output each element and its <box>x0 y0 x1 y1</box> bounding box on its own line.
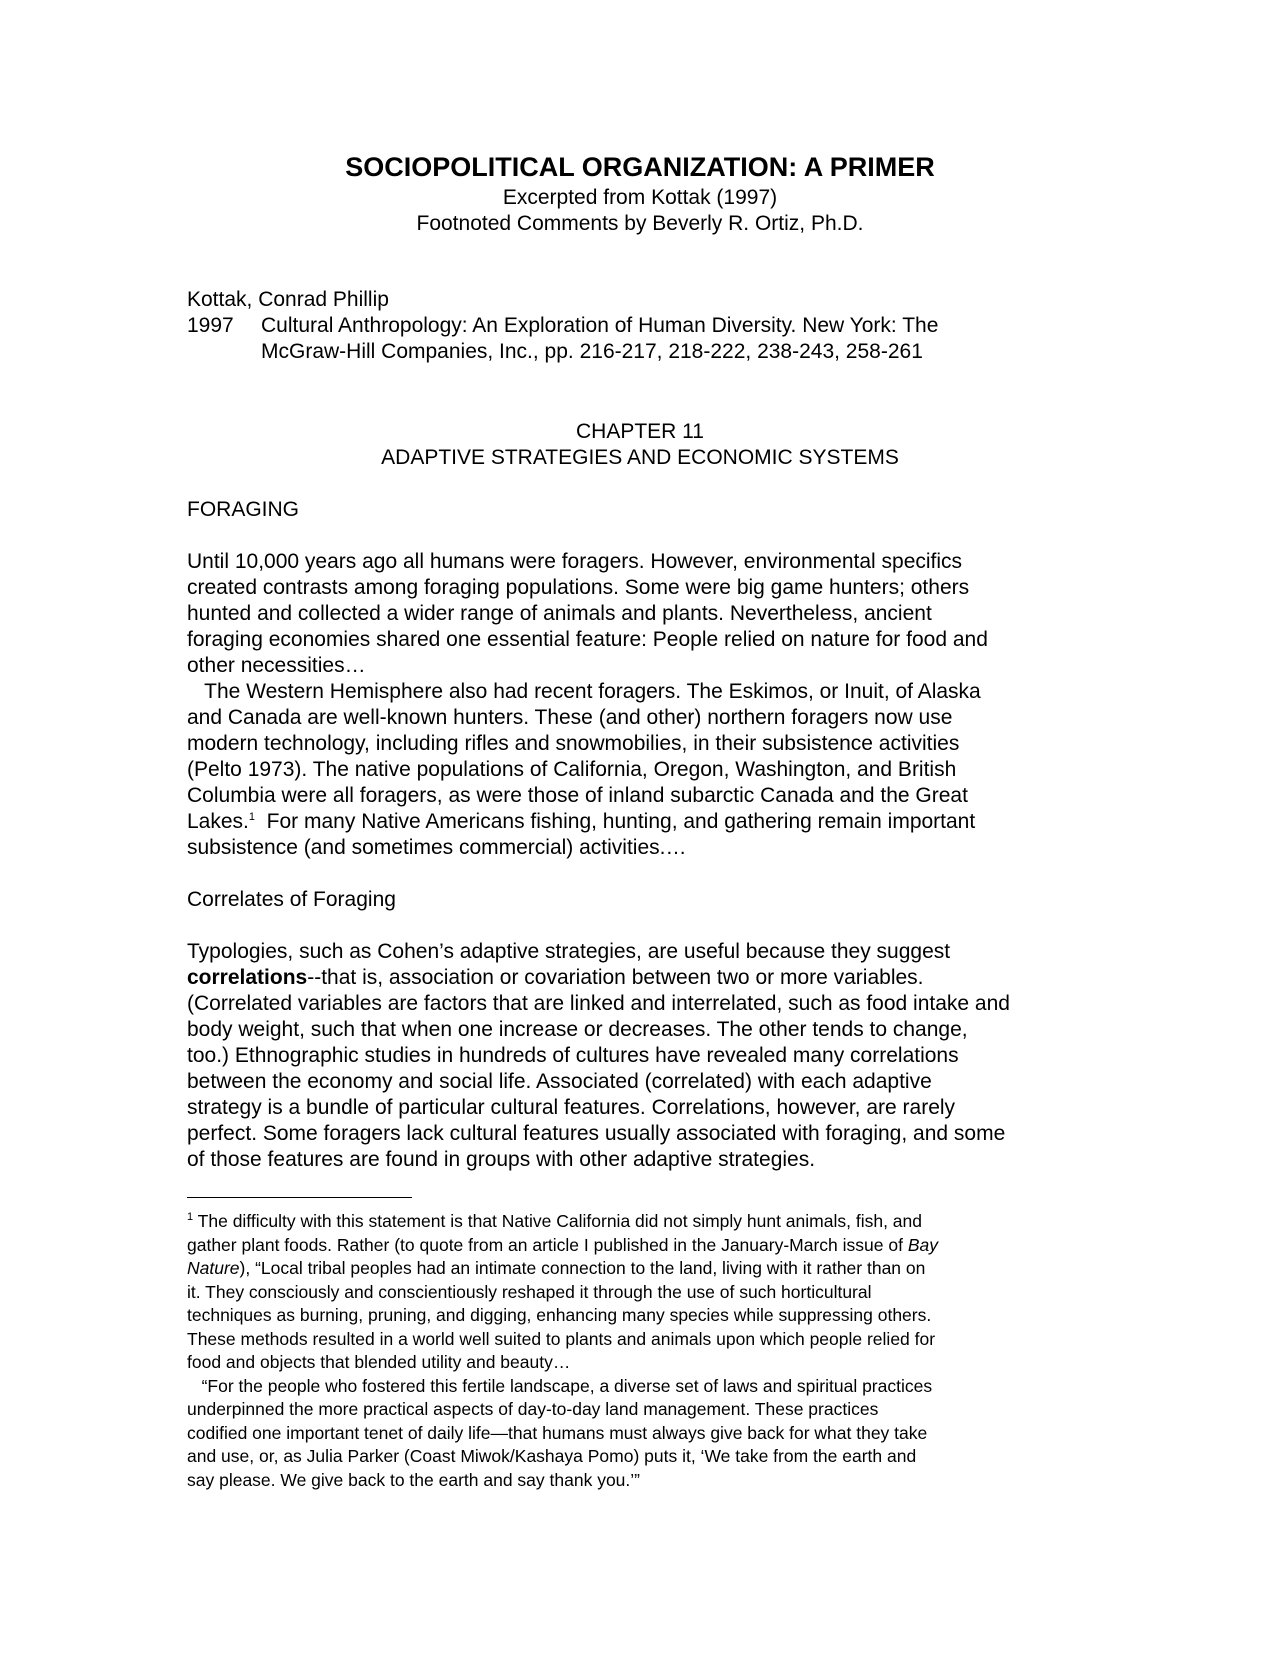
italic-title: Bay <box>907 1234 938 1255</box>
text-fragment: The difficulty with this statement is that Native California did not simply hunt animals, fish, and <box>193 1211 922 1231</box>
text-line: subsistence (and sometimes commercial) activities.… <box>187 836 687 859</box>
text-line <box>187 965 924 991</box>
text-line: and use, or, as Julia Parker (Coast Miwok/Kashaya Pomo) puts it, ‘We take from the earth and <box>187 1446 917 1466</box>
text-line <box>187 1234 938 1258</box>
document-subtitle: Excerpted from Kottak (1997) <box>502 186 778 209</box>
text-line: codified one important tenet of daily life—that humans must always give back for what they take <box>187 1422 928 1443</box>
citation-line: Cultural Anthropology: An Exploration of Human Diversity. New York: The <box>261 314 939 337</box>
text-line: say please. We give back to the earth and say thank you.’” <box>187 1469 640 1490</box>
document-byline: Footnoted Comments by Beverly R. Ortiz, Ph.D. <box>416 212 864 235</box>
chapter-number: CHAPTER 11 <box>576 420 704 443</box>
text-line: perfect. Some foragers lack cultural features usually associated with foraging, and some <box>187 1122 1006 1145</box>
bold-term: correlations <box>187 966 308 989</box>
text-line: Typologies, such as Cohen’s adaptive strategies, are useful because they suggest <box>187 940 951 963</box>
text-line: hunted and collected a wider range of animals and plants. Nevertheless, ancient <box>187 602 932 625</box>
document-title: SOCIOPOLITICAL ORGANIZATION: A PRIMER <box>345 152 935 182</box>
text-line: (Correlated variables are factors that are linked and interrelated, such as food intake and <box>187 992 1010 1015</box>
text-line: other necessities… <box>187 654 366 677</box>
text-line: between the economy and social life. Associated (correlated) with each adaptive <box>187 1070 932 1093</box>
footnote-reference: 1 <box>248 811 255 823</box>
text-line: foraging economies shared one essential feature: People relied on nature for food and <box>187 628 988 651</box>
text-fragment: --that is, association or covariation between two or more variables. <box>307 966 924 989</box>
text-line: modern technology, including rifles and snowmobilies, in their subsistence activities <box>187 732 960 755</box>
text-line: underpinned the more practical aspects of day-to-day land management. These practices <box>187 1399 879 1419</box>
text-fragment: For many Native Americans fishing, hunting, and gathering remain important <box>255 810 976 833</box>
text-line: Until 10,000 years ago all humans were foragers. However, environmental specifics <box>187 550 963 573</box>
text-line: and Canada are well-known hunters. These (and other) northern foragers now use <box>187 706 953 729</box>
text-line: These methods resulted in a world well suited to plants and animals upon which people relied for <box>187 1328 936 1349</box>
section-heading-foraging: FORAGING <box>187 498 300 521</box>
text-line: The Western Hemisphere also had recent foragers. The Eskimos, or Inuit, of Alaska <box>187 680 981 703</box>
text-fragment: ), “Local tribal peoples had an intimate connection to the land, living with it rather than on <box>239 1258 926 1278</box>
citation-year: 1997 <box>187 314 234 337</box>
footnote-mark: 1 <box>187 1211 194 1224</box>
text-line: (Pelto 1973). The native populations of California, Oregon, Washington, and British <box>187 758 957 781</box>
text-line: too.) Ethnographic studies in hundreds of cultures have revealed many correlations <box>187 1044 959 1067</box>
text-line: strategy is a bundle of particular cultural features. Correlations, however, are rarely <box>187 1096 956 1119</box>
text-line: food and objects that blended utility and beauty… <box>187 1352 571 1372</box>
chapter-title: ADAPTIVE STRATEGIES AND ECONOMIC SYSTEMS <box>381 446 899 469</box>
text-fragment: gather plant foods. Rather (to quote from an article I published in the January-March issue of <box>187 1234 908 1255</box>
text-line: Columbia were all foragers, as were those of inland subarctic Canada and the Great <box>187 784 968 807</box>
section-heading-correlates: Correlates of Foraging <box>187 888 396 911</box>
text-line: “For the people who fostered this fertile landscape, a diverse set of laws and spiritual practices <box>187 1375 933 1396</box>
text-line: body weight, such that when one increase or decreases. The other tends to change, <box>187 1018 968 1041</box>
text-line <box>187 1210 922 1234</box>
text-line <box>187 1257 925 1281</box>
text-fragment: Lakes. <box>187 810 249 833</box>
footnote-separator <box>187 1197 412 1198</box>
citation-line: McGraw-Hill Companies, Inc., pp. 216-217, 218-222, 238-243, 258-261 <box>261 340 923 363</box>
text-line: of those features are found in groups with other adaptive strategies. <box>187 1148 816 1171</box>
text-line: it. They consciously and conscientiously reshaped it through the use of such horticultural <box>187 1281 872 1302</box>
citation-author: Kottak, Conrad Phillip <box>187 288 389 311</box>
text-line: techniques as burning, pruning, and digging, enhancing many species while suppressing others. <box>187 1305 932 1325</box>
text-line: created contrasts among foraging populations. Some were big game hunters; others <box>187 576 970 599</box>
italic-title: Nature <box>187 1258 240 1278</box>
text-line <box>187 809 975 835</box>
